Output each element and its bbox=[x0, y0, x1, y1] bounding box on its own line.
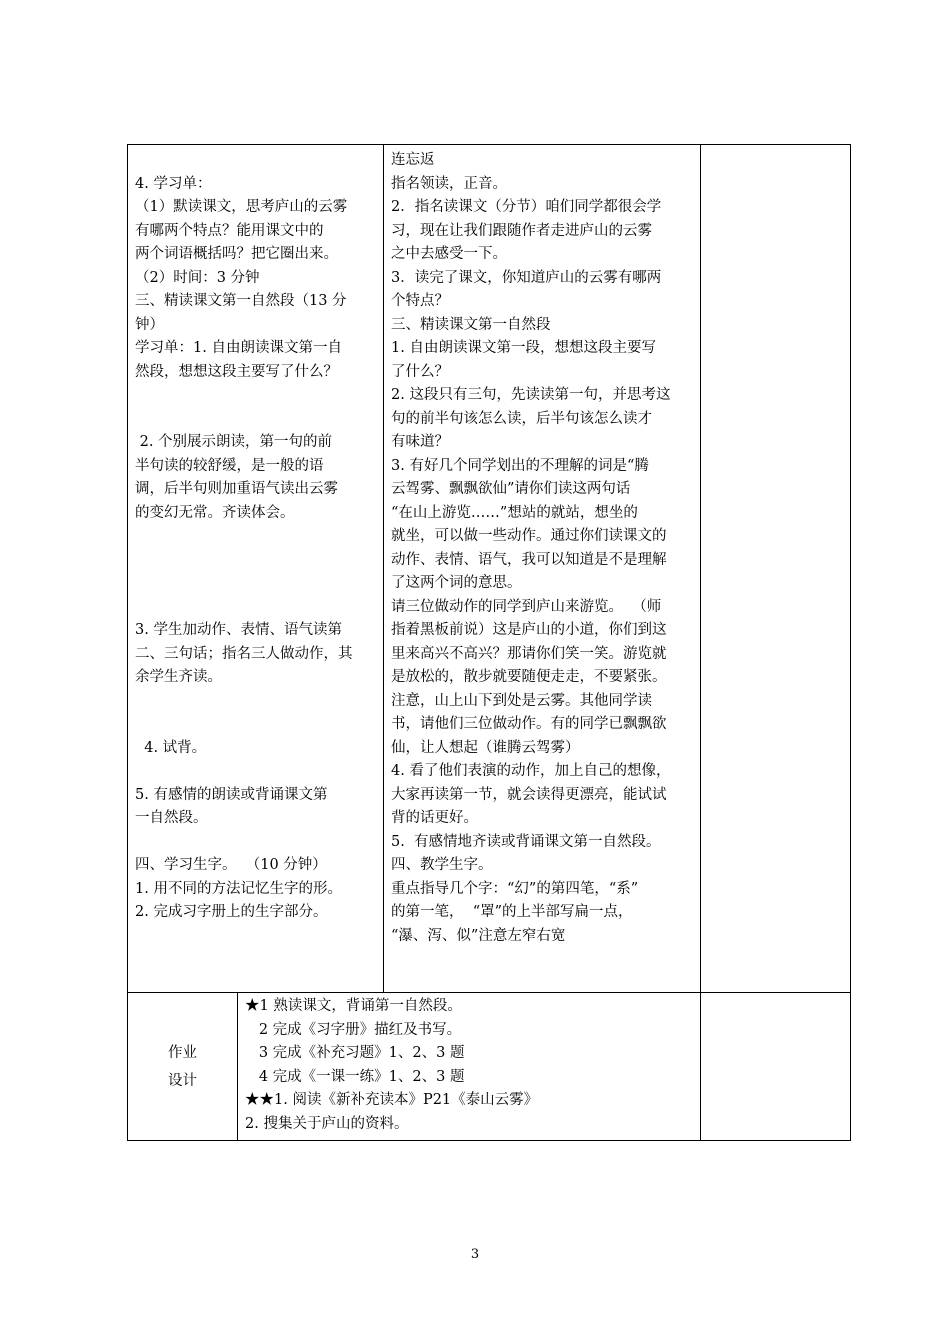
homework-label-cell bbox=[128, 993, 238, 1141]
homework-item: 4 完成《一课一练》1、2、3 题 bbox=[245, 1068, 465, 1085]
homework-notes-cell bbox=[701, 993, 851, 1141]
teacher-activity-line: 3．读完了课文，你知道庐山的云雾有哪两 bbox=[391, 269, 662, 286]
student-activity-line bbox=[135, 572, 377, 596]
teacher-activity-line: 1. 自由朗读课文第一段，想想这段主要写 bbox=[391, 340, 656, 356]
student-activity-line bbox=[135, 384, 377, 408]
student-activity-line: 3. 学生加动作、表情、语气读第 bbox=[135, 622, 342, 638]
teacher-activity-line: 4. 看了他们表演的动作，加上自己的想像， bbox=[391, 763, 671, 779]
student-activity-line: 一自然段。 bbox=[135, 810, 208, 826]
student-activity-line: 2. 完成习字册上的生字部分。 bbox=[135, 904, 328, 920]
page-number: 3 bbox=[470, 1247, 480, 1262]
teacher-activity-line: 之中去感受一下。 bbox=[391, 246, 507, 262]
homework-label-line1: 作业 bbox=[168, 1044, 197, 1061]
teacher-activity-line: 2. 这段只有三句，先读读第一句，并思考这 bbox=[391, 387, 671, 403]
main-row bbox=[128, 145, 851, 993]
teacher-activity-line: 三、精读课文第一自然段 bbox=[391, 316, 551, 333]
student-activity-line: 有哪两个特点？能用课文中的 bbox=[135, 222, 324, 239]
teacher-activity-line: 习，现在让我们跟随作者走进庐山的云雾 bbox=[391, 222, 652, 239]
teacher-activity-line: 2．指名读课文（分节）咱们同学都很会学 bbox=[391, 199, 662, 215]
teacher-activity-line: 指着黑板前说）这是庐山的小道，你们到这 bbox=[391, 622, 667, 638]
lesson-plan-table bbox=[127, 144, 851, 1141]
student-activity-line bbox=[135, 760, 377, 784]
student-activity-line bbox=[135, 690, 377, 714]
student-activity-line: 四、学习生字。 （10 分钟） bbox=[135, 857, 327, 873]
homework-content-cell bbox=[238, 993, 701, 1141]
student-activity-line: 三、精读课文第一自然段（13 分 bbox=[135, 293, 347, 309]
student-activity-line: 学习单：1. 自由朗读课文第一自 bbox=[135, 340, 342, 356]
teacher-activity-line: 四、教学生字。 bbox=[391, 857, 493, 873]
teacher-activity-line: 句的前半句该怎么读，后半句该怎么读才 bbox=[391, 410, 652, 427]
student-activity-line bbox=[135, 525, 377, 549]
student-activity-line bbox=[135, 408, 377, 432]
teacher-activity-line: 仙，让人想起（谁腾云驾雾） bbox=[391, 739, 580, 756]
student-activity-line: 二、三句话；指名三人做动作，其 bbox=[135, 645, 353, 662]
homework-item: ★1 熟读课文，背诵第一自然段。 bbox=[245, 998, 462, 1014]
student-activity-line: 5. 有感情的朗读或背诵课文第 bbox=[135, 786, 328, 803]
student-activity-cell bbox=[128, 145, 384, 993]
teacher-activity-text bbox=[391, 149, 694, 948]
teacher-activity-line: 注意，山上山下到处是云雾。其他同学读 bbox=[391, 692, 652, 709]
student-activity-line: 4. 学习单： bbox=[135, 175, 212, 192]
student-activity-line: 1. 用不同的方法记忆生字的形。 bbox=[135, 880, 342, 897]
teacher-activity-line: 5. 有感情地齐读或背诵课文第一自然段。 bbox=[391, 833, 661, 850]
teacher-activity-line: 是放松的，散步就要随便走走，不要紧张。 bbox=[391, 669, 667, 685]
homework-label-line2: 设计 bbox=[168, 1072, 197, 1089]
teacher-activity-line: 重点指导几个字：“幻”的第四笔，“系” bbox=[391, 880, 639, 897]
teacher-activity-line: 云驾雾、飘飘欲仙”请你们读这两句话 bbox=[391, 481, 631, 497]
teacher-activity-line: 就坐，可以做一些动作。通过你们读课文的 bbox=[391, 528, 667, 544]
student-activity-line bbox=[135, 713, 377, 737]
student-activity-line: 两个词语概括吗？把它圈出来。 bbox=[135, 246, 338, 262]
teacher-activity-line: 书，请他们三位做动作。有的同学已飘飘欲 bbox=[391, 716, 667, 732]
teacher-activity-line: 请三位做动作的同学到庐山来游览。 （师 bbox=[391, 598, 662, 615]
teacher-activity-line: 背的话更好。 bbox=[391, 810, 478, 826]
student-activity-line bbox=[135, 596, 377, 620]
student-activity-line bbox=[135, 831, 377, 855]
student-activity-line: （2）时间：3 分钟 bbox=[135, 269, 260, 286]
teacher-activity-line: 连忘返 bbox=[391, 152, 435, 168]
student-activity-line: 余学生齐读。 bbox=[135, 669, 222, 685]
teacher-activity-line: 指名领读，正音。 bbox=[391, 175, 507, 192]
homework-row bbox=[128, 993, 851, 1141]
teacher-activity-line: 了这两个词的意思。 bbox=[391, 575, 522, 591]
teacher-activity-line: 的第一笔， “罩”的上半部写扁一点， bbox=[391, 904, 633, 920]
student-activity-line: 钟） bbox=[135, 316, 164, 333]
teacher-activity-line: 大家再读第一节，就会读得更漂亮，能试试 bbox=[391, 786, 667, 803]
teacher-activity-cell bbox=[384, 145, 701, 993]
notes-cell bbox=[701, 145, 851, 993]
student-activity-line: 2. 个别展示朗读，第一句的前 bbox=[135, 434, 333, 450]
teacher-activity-line: 了什么？ bbox=[391, 363, 449, 380]
student-activity-line bbox=[135, 149, 377, 173]
homework-item: ★★1. 阅读《新补充读本》P21《泰山云雾》 bbox=[245, 1092, 539, 1108]
student-activity-line: （1）默读课文，思考庐山的云雾 bbox=[135, 199, 348, 215]
teacher-activity-line: 有味道？ bbox=[391, 434, 449, 450]
student-activity-line bbox=[135, 925, 377, 949]
teacher-activity-line: “瀑、泻、似”注意左窄右宽 bbox=[391, 927, 566, 944]
student-activity-line: 4. 试背。 bbox=[135, 739, 207, 756]
teacher-activity-line: “在山上游览……”想站的就站，想坐的 bbox=[391, 504, 638, 521]
homework-item: 3 完成《补充习题》1、2、3 题 bbox=[245, 1045, 465, 1061]
teacher-activity-line: 个特点？ bbox=[391, 293, 449, 309]
student-activity-line bbox=[135, 549, 377, 573]
student-activity-line: 调，后半句则加重语气读出云雾 bbox=[135, 481, 338, 497]
teacher-activity-line: 里来高兴不高兴？那请你们笑一笑。游览就 bbox=[391, 645, 667, 662]
homework-item: 2 完成《习字册》描红及书写。 bbox=[245, 1021, 462, 1038]
student-activity-line: 的变幻无常。齐读体会。 bbox=[135, 504, 295, 521]
student-activity-text bbox=[135, 149, 377, 948]
homework-item: 2. 搜集关于庐山的资料。 bbox=[245, 1115, 409, 1132]
student-activity-line: 半句读的较舒缓，是一般的语 bbox=[135, 457, 324, 474]
teacher-activity-line: 3. 有好几个同学划出的不理解的词是“腾 bbox=[391, 457, 649, 474]
student-activity-line: 然段，想想这段主要写了什么？ bbox=[135, 363, 338, 380]
teacher-activity-line: 动作、表情、语气，我可以知道是不是理解 bbox=[391, 551, 667, 568]
